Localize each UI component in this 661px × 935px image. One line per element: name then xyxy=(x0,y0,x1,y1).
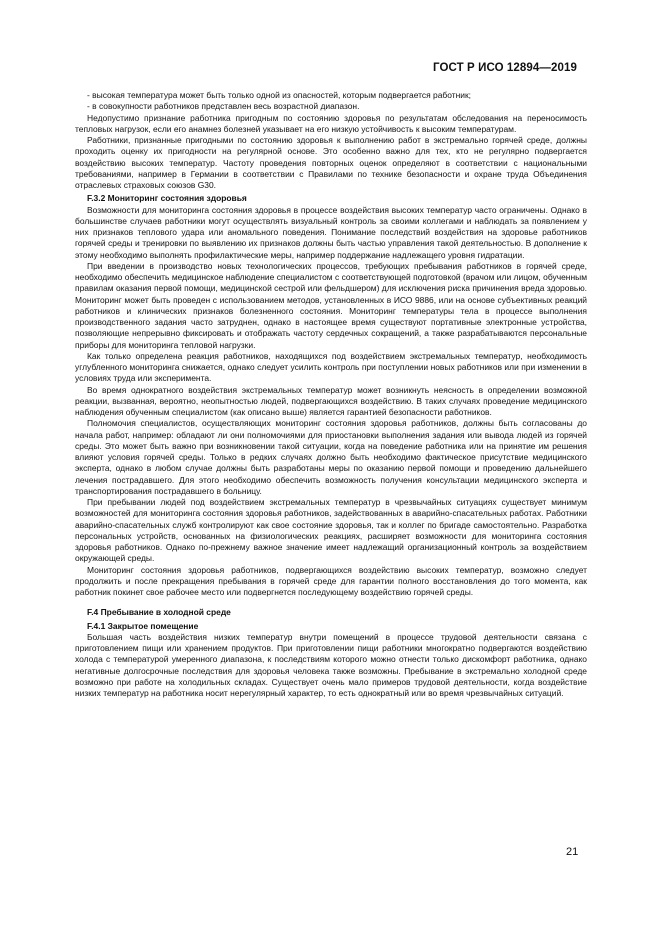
paragraph: Возможности для мониторинга состояния здоровья в процессе воздействия высоких температур часто ограничены. Однако в большинстве случаев работники могут осуществлять визуальный контроль за своими коллегами и наблюдать за появлением у них признаков теплового удара или аномального поведения. Понимание последствий воздействия на здоровье работников горячей среды и тренировки по выявлению их признаков должны быть частью управления такой деятельностью. В дополнение к этому необходимо выполнять профилактические меры, например поддержание надлежащего уровня гидратации. xyxy=(75,204,587,260)
paragraph: Мониторинг состояния здоровья работников, подвергающихся воздействию высоких температур, возможно следует продолжить и после прекращения пребывания в горячей среде для гарантии полного восстановления до того момента, как работник покинет свое рабочее место или подвергнется последующему воздействию горячей среды. xyxy=(75,564,587,597)
paragraph: Полномочия специалистов, осуществляющих мониторинг состояния здоровья работников, должны быть согласованы до начала работ, например: обладают ли они полномочиями для приостановки выполнения задания или вывода людей из горячей среды. Это может быть важно при возникновении такой ситуации, когда на поведение работника или на принятие им решения влияют условия горячей среды. Только в редких случаях должно быть необходимо фактическое присутствие медицинского эксперта, однако в любом случае должны быть разработаны меры по оказанию первой помощи и проведению дальнейшего лечения пострадавшего. Для этого необходимо обеспечить возможность получения консультации медицинского эксперта и транспортирования пострадавшего в больницу. xyxy=(75,418,587,496)
subsection-heading-f41: F.4.1 Закрытое помещение xyxy=(87,620,199,631)
subsection-heading-f32: F.3.2 Мониторинг состояния здоровья xyxy=(87,193,247,204)
document-id-header: ГОСТ Р ИСО 12894—2019 xyxy=(432,62,577,74)
document-body xyxy=(75,90,587,699)
list-item: - в совокупности работников представлен весь возрастной диапазон. xyxy=(87,101,360,112)
paragraph: Работники, признанные пригодными по состоянию здоровья к выполнению работ в экстремально горячей среде, должны проходить оценку их пригодности на регулярной основе. Это особенно важно для тех, кто не регулярно подвергается воздействию высоких температур. Частоту проведения повторных оценок определяют в соответствии с национальными требованиями, например в Германии в соответствии с Правилами по технике безопасности и охране труда Объединения отраслевых страховых союзов G30. xyxy=(75,135,587,190)
paragraph: Недопустимо признание работника пригодным по состоянию здоровья по результатам обследования на переносимость тепловых нагрузок, если его анамнез болезней указывает на его низкую устойчивость к высоким температурам. xyxy=(75,112,587,134)
paragraph: Как только определена реакция работников, находящихся под воздействием экстремальных температур, необходимость углубленного мониторинга снижается, однако следует усилить контроль при поступлении новых работников или при изменении в условиях труда или эксперимента. xyxy=(75,350,587,384)
paragraph: При пребывании людей под воздействием экстремальных температур в чрезвычайных ситуациях существует минимум возможностей для мониторинга состояния здоровья работников, задействованных в аварийно-спасательных работах. Работники аварийно-спасательных служб контролируют как свое состояние здоровья, так и коллег по бригаде самостоятельно. Разработка персональных устройств, основанных на физиологических реакциях, расширяет возможности для мониторинга состояния здоровья работников. Однако по-прежнему важное значение имеет надлежащий организационный контроль за воздействием окружающей среды. xyxy=(75,497,587,564)
paragraph: При введении в производство новых технологических процессов, требующих пребывания работников в горячей среде, необходимо обеспечить медицинское наблюдение специалистом с соответствующей подготовкой (врачом или лицом, обученным правилам оказания первой помощи, медицинской сестрой или фельдшером) для исключения риска причинения вреда здоровью. Мониторинг может быть проведен с использованием методов, установленных в ИСО 9886, или на основе субъективных реакций работников и клинических признаков болезненного состояния. Мониторинг температуры тела в процессе выполнения производственного задания часто затруднен, однако в настоящее время существуют портативные электронные устройства, позволяющие непрерывно фиксировать и отображать частоту сердечных сокращений, а также разрабатываются персональные приборы для мониторинга тепловой нагрузки. xyxy=(75,260,587,350)
page-number: 21 xyxy=(566,846,579,858)
section-heading-f4: F.4 Пребывание в холодной среде xyxy=(87,607,231,618)
paragraph: Во время однократного воздействия экстремальных температур может возникнуть неясность в определении возможной реакции, вызванная, вероятно, неопытностью людей, подвергающихся воздействию. В таких случаях проведение медицинского наблюдения обученным специалистом (как описано выше) является гарантией безопасности работников. xyxy=(75,384,587,417)
paragraph: Большая часть воздействия низких температур внутри помещений в процессе трудовой деятельности связана с приготовлением пищи или хранением продуктов. При приготовлении пищи работники многократно подвергаются воздействию холода с температурой умеренного диапазона, к последствиям которого можно отнести только дискомфорт работника, однако негативные долгосрочные последствия для здоровья человека также возможны. Пребывание в экстремально холодной среде возможно при работе на холодильных складах. Существует очень мало примеров трудовой деятельности, когда воздействие низких температур на работника носит нерегулярный характер, то есть однократный или во время чрезвычайных ситуаций. xyxy=(75,631,587,698)
list-item: - высокая температура может быть только одной из опасностей, которым подвергается работник; xyxy=(87,90,472,100)
